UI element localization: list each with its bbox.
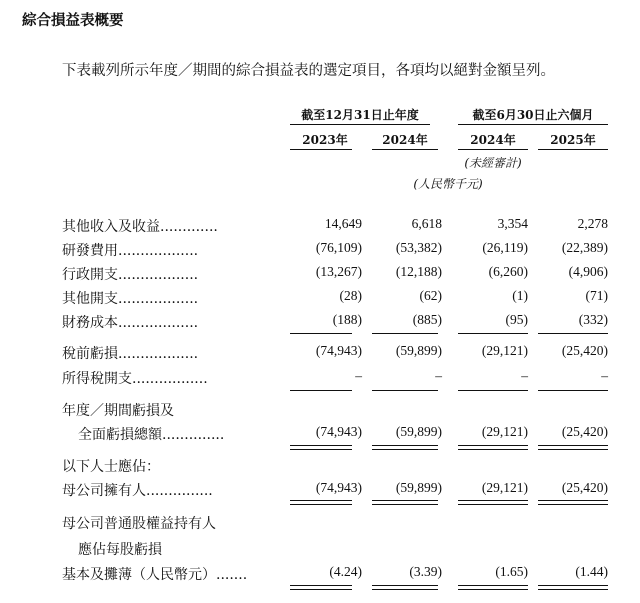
rule	[290, 390, 352, 391]
cell: (13,267)	[315, 264, 362, 279]
row-label: 母公司普通股權益持有人	[62, 516, 216, 532]
rule-double	[372, 500, 438, 505]
cell: (76,109)	[315, 240, 362, 255]
cell: (29,121)	[481, 424, 528, 439]
row-label: 行政開支..................	[62, 267, 199, 283]
rule	[458, 333, 528, 334]
header-year-2024-interim: 2024年	[470, 133, 516, 147]
rule	[372, 333, 438, 334]
rule-double	[458, 585, 528, 590]
rule	[290, 333, 352, 334]
cell: (25,420)	[561, 480, 608, 495]
row-label: 母公司擁有人...............	[62, 483, 213, 499]
row-label: 全面虧損總額..............	[78, 427, 225, 443]
cell: –	[601, 368, 608, 383]
row-label: 年度／期間虧損及	[62, 403, 174, 419]
cell: (4.24)	[329, 564, 362, 579]
header-group-year-end: 截至12月31日止年度	[301, 108, 419, 122]
header-year-2025-interim: 2025年	[550, 133, 596, 147]
cell: (22,389)	[561, 240, 608, 255]
cell: (62)	[419, 288, 442, 303]
rule-double	[458, 445, 528, 450]
cell: (59,899)	[395, 343, 442, 358]
cell: (1.44)	[575, 564, 608, 579]
rule-double	[538, 500, 608, 505]
header-group-six-months: 截至6月30日止六個月	[472, 108, 594, 122]
row-label: 稅前虧損..................	[62, 346, 199, 362]
cell: (25,420)	[561, 343, 608, 358]
cell: (188)	[332, 312, 362, 327]
header-rule-2023	[290, 149, 352, 150]
rule-double	[372, 445, 438, 450]
cell: (12,188)	[395, 264, 442, 279]
rule-double	[372, 585, 438, 590]
header-year-2023: 2023年	[302, 133, 348, 147]
row-label: 以下人士應佔：	[62, 459, 160, 475]
cell: (29,121)	[481, 343, 528, 358]
row-label: 其他收入及收益.............	[62, 219, 218, 235]
row-label: 應佔每股虧損	[78, 542, 162, 558]
row-label: 基本及攤薄（人民幣元）.......	[62, 567, 248, 583]
rule-double	[538, 445, 608, 450]
cell: 14,649	[324, 216, 362, 231]
cell: (28)	[339, 288, 362, 303]
header-currency: (人民幣千元)	[413, 177, 483, 191]
cell: (71)	[585, 288, 608, 303]
cell: (3.39)	[409, 564, 442, 579]
header-group-six-months-rule	[458, 124, 608, 125]
cell: 6,618	[411, 216, 442, 231]
cell: –	[355, 368, 362, 383]
cell: (74,943)	[315, 480, 362, 495]
rule-double	[538, 585, 608, 590]
rule	[458, 390, 528, 391]
row-label: 財務成本..................	[62, 315, 199, 331]
header-rule-2024b	[458, 149, 528, 150]
cell: (74,943)	[315, 424, 362, 439]
header-rule-2024a	[372, 149, 438, 150]
header-group-year-end-rule	[290, 124, 430, 125]
cell: (53,382)	[395, 240, 442, 255]
intro-paragraph: 下表載列所示年度／期間的綜合損益表的選定項目，各項均以絕對金額呈列。	[62, 63, 555, 79]
cell: (6,260)	[488, 264, 528, 279]
rule	[372, 390, 438, 391]
cell: (25,420)	[561, 424, 608, 439]
rule	[538, 390, 608, 391]
section-heading: 綜合損益表概要	[22, 13, 124, 29]
cell: (29,121)	[481, 480, 528, 495]
cell: (1)	[512, 288, 528, 303]
header-rule-2025	[538, 149, 608, 150]
rule	[538, 333, 608, 334]
cell: 2,278	[577, 216, 608, 231]
cell: (885)	[412, 312, 442, 327]
cell: (4,906)	[568, 264, 608, 279]
cell: (332)	[578, 312, 608, 327]
cell: (74,943)	[315, 343, 362, 358]
header-unaudited: (未經審計)	[464, 156, 522, 170]
rule-double	[290, 585, 352, 590]
row-label: 所得稅開支.................	[62, 371, 208, 387]
rule-double	[290, 500, 352, 505]
cell: –	[435, 368, 442, 383]
cell: (95)	[505, 312, 528, 327]
cell: 3,354	[497, 216, 528, 231]
cell: –	[521, 368, 528, 383]
cell: (59,899)	[395, 480, 442, 495]
row-label: 其他開支..................	[62, 291, 199, 307]
rule-double	[290, 445, 352, 450]
cell: (59,899)	[395, 424, 442, 439]
cell: (1.65)	[495, 564, 528, 579]
rule-double	[458, 500, 528, 505]
header-year-2024-annual: 2024年	[382, 133, 428, 147]
row-label: 研發費用..................	[62, 243, 199, 259]
cell: (26,119)	[482, 240, 528, 255]
